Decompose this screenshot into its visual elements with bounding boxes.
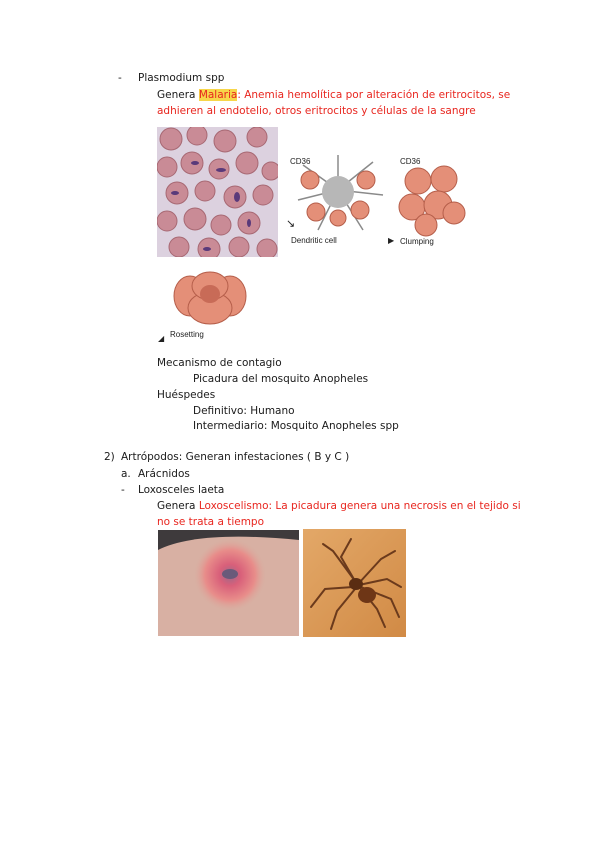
sub-letter: a. — [121, 468, 131, 480]
bullet-dash-2: - — [121, 484, 125, 496]
malaria-description-1: : Anemia hemolítica por alteración de eritrocitos, se — [237, 89, 511, 101]
list-number: 2) — [104, 451, 115, 463]
mecanismo-label: Mecanismo de contagio — [157, 357, 282, 369]
plasmodium-genera-line-1 — [157, 88, 510, 103]
plasmodium-title: Plasmodium spp — [138, 72, 225, 84]
arrow-icon: ↘ — [286, 218, 296, 230]
loxosceles-genera-line-1 — [157, 499, 521, 514]
malaria-term: Malaria — [198, 89, 238, 101]
triangle-small-icon: ◢ — [158, 334, 165, 343]
mecanismo-value: Picadura del mosquito Anopheles — [193, 373, 369, 385]
rosetting-figure — [170, 268, 250, 330]
malaria-description-2: adhieren al endotelio, otros eritrocitos y células de la sangre — [157, 105, 476, 117]
loxoscelismo-description-1: Loxoscelismo: La picadura genera una necrosis en el tejido si — [198, 500, 521, 512]
genera-prefix-2: Genera — [157, 500, 199, 512]
definitivo-host: Definitivo: Humano — [193, 405, 295, 417]
spider-photo — [303, 529, 406, 637]
species-name: Loxosceles laeta — [138, 484, 225, 496]
triangle-icon: ▶ — [388, 236, 395, 245]
huespedes-label: Huéspedes — [157, 389, 216, 401]
bullet-dash: - — [118, 72, 122, 84]
cd36-label-b: CD36 — [400, 157, 421, 166]
loxoscelismo-description-2: no se trata a tiempo — [157, 516, 265, 528]
intermediario-host: Intermediario: Mosquito Anopheles spp — [193, 420, 399, 432]
cd36-label-a: CD36 — [290, 157, 311, 166]
aracnidos-title: Arácnidos — [138, 468, 190, 480]
blood-smear-image — [157, 127, 278, 257]
genera-prefix: Genera — [157, 89, 199, 101]
rosetting-label: Rosetting — [170, 330, 204, 339]
dendritic-cell-label: Dendritic cell — [291, 236, 337, 245]
necrosis-photo — [158, 530, 299, 636]
clumping-label: Clumping — [400, 237, 434, 246]
artropodos-title: Artrópodos: Generan infestaciones ( B y C ) — [121, 451, 350, 463]
clumping-figure — [398, 165, 466, 237]
